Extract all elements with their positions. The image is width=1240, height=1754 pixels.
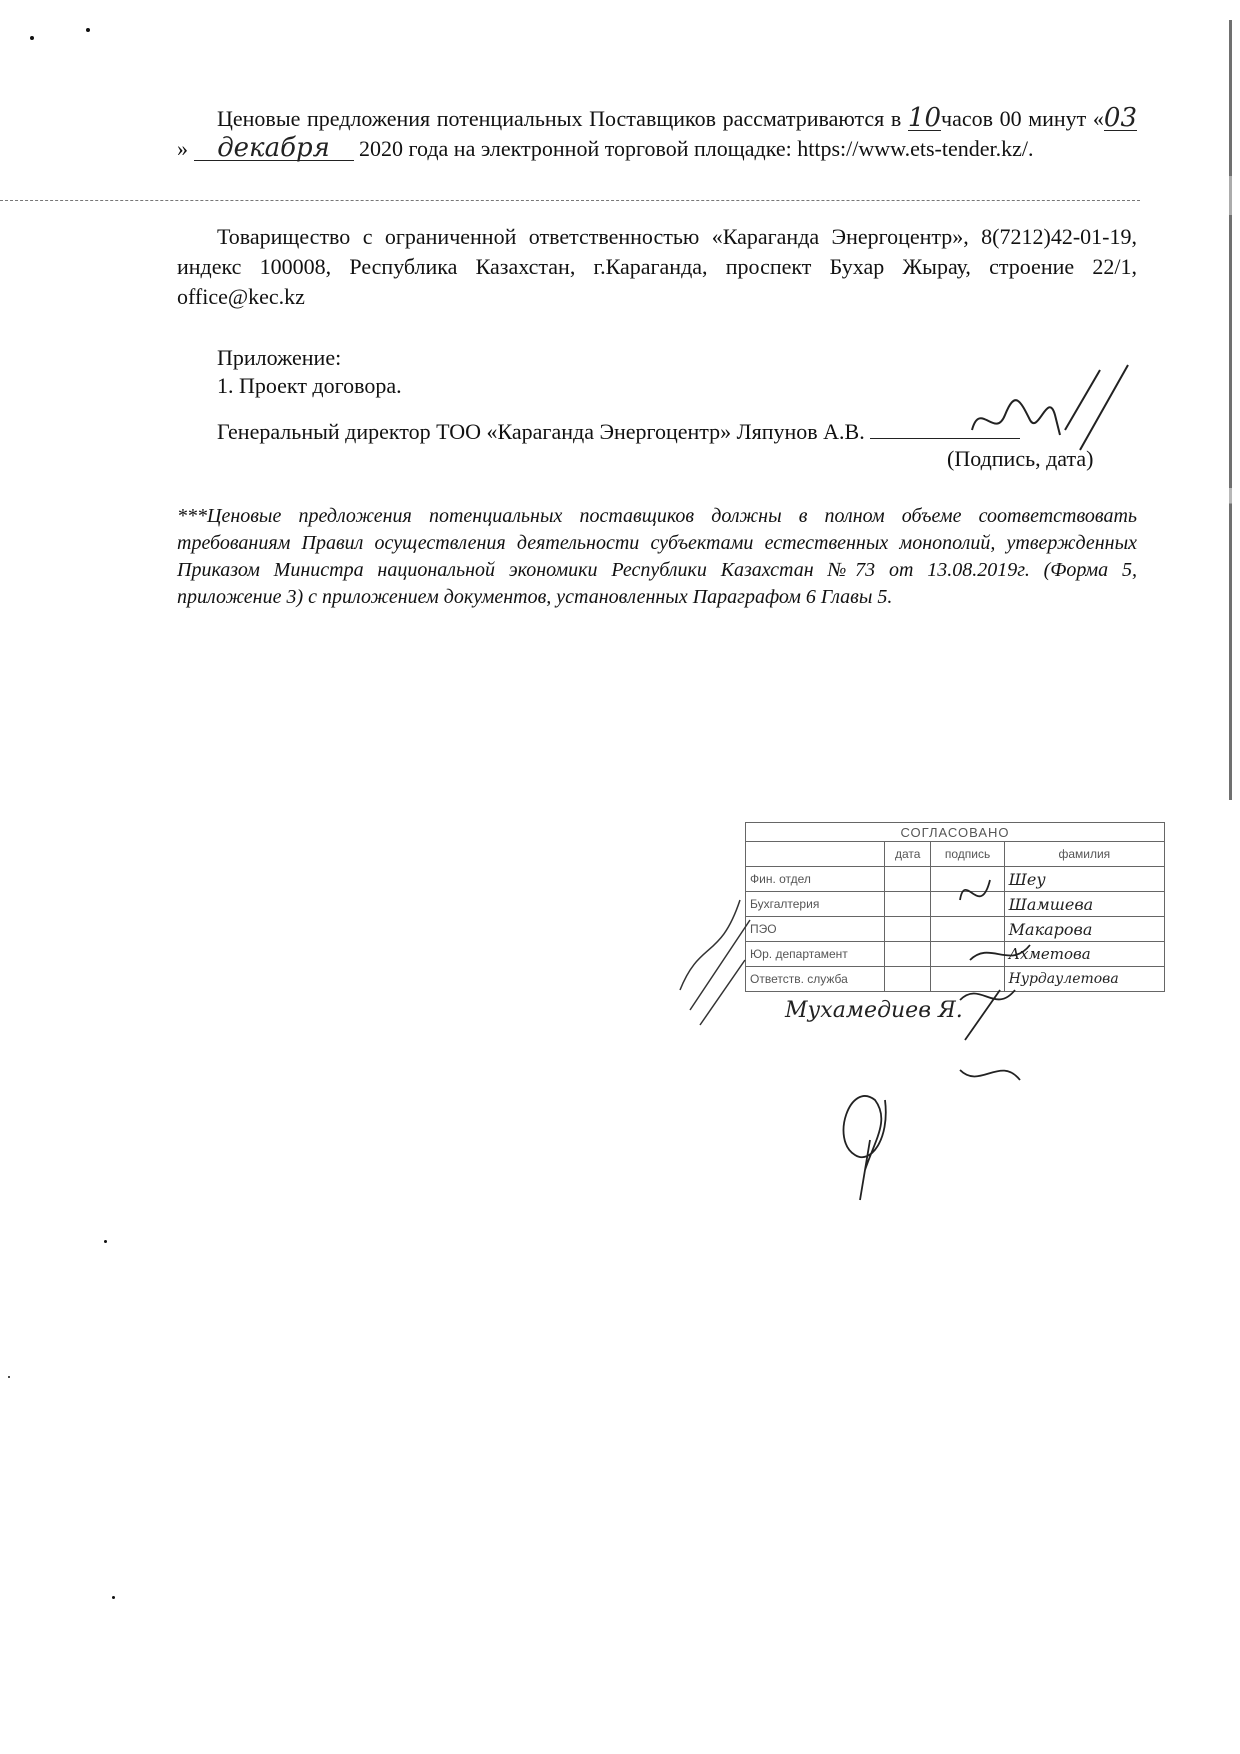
p1-text-c: минут «: [1028, 106, 1104, 131]
dashed-divider: [0, 200, 1140, 201]
requirements-note: ***Ценовые предложения потенциальных поставщиков должны в полном объеме соответствовать требованиям Правил осуществления деятельности субъектами естественных монополий, утвержденных Приказом Министра национальной экономики Республики Казахстан №73 от 13.08.2019г. (Форма 5, приложение 3) с приложением документов, установленных Параграфом 6 Главы 5.: [177, 505, 1137, 608]
appendix-title: Приложение:: [217, 345, 342, 370]
director-signature-scribble: [960, 360, 1140, 470]
appendix-item-1: 1. Проект договора.: [217, 373, 402, 398]
handwritten-day: 03: [1103, 103, 1137, 133]
director-signature-line: [217, 418, 1020, 446]
row-label: Фин. отдел: [746, 867, 885, 892]
p1-text-e: 2020 года на электронной торговой площадке:: [359, 136, 792, 161]
paragraph-company-details: [177, 222, 1137, 312]
handwritten-month: декабря: [194, 136, 354, 161]
row-name-hand: Шамшева: [1004, 892, 1164, 917]
handwritten-hour: 10: [907, 103, 941, 133]
col-date: дата: [885, 842, 931, 867]
scan-speck: [112, 1596, 115, 1599]
row-label: Юр. департамент: [746, 942, 885, 967]
paragraph-review-time: [177, 104, 1137, 164]
row-label: Ответств. служба: [746, 967, 885, 992]
tender-url: https://www.ets-tender.kz/.: [797, 136, 1034, 161]
stamp-title: СОГЛАСОВАНО: [746, 823, 1165, 842]
company-details-text: Товарищество с ограниченной ответственностью «Караганда Энергоцентр», 8(7212)42-01-19, индекс 100008, Республика Казахстан, г.Караганда, проспект Бухар Жырау, строение 22/1, office@kec.kz: [177, 224, 1137, 309]
p1-text-a: Ценовые предложения потенциальных Поставщиков рассматриваются в: [217, 106, 902, 131]
stamp-signatures-scribble: [660, 840, 1180, 1240]
row-name-hand: Нурдаулетова: [1004, 967, 1164, 992]
col-name: фамилия: [1004, 842, 1164, 867]
scan-speck: [30, 36, 34, 40]
p1-text-d: »: [177, 136, 188, 161]
director-text: Генеральный директор ТОО «Караганда Энергоцентр» Ляпунов А.В.: [217, 419, 865, 444]
scan-speck: [104, 1240, 107, 1243]
row-label: ПЭО: [746, 917, 885, 942]
scan-speck: [8, 1376, 10, 1378]
p1-text-b: часов 00: [941, 106, 1022, 131]
row-name-hand: Макарова: [1004, 917, 1164, 942]
col-sign: подпись: [931, 842, 1004, 867]
row-name-hand: Ахметова: [1004, 942, 1164, 967]
row-label: Бухгалтерия: [746, 892, 885, 917]
scan-speck: [86, 28, 90, 32]
row-name-hand: Шеу: [1004, 867, 1164, 892]
stamp-bottom-handwriting: Мухамедиев Я.: [785, 998, 963, 1023]
scan-edge-shadow: [1229, 20, 1232, 800]
signature-caption: (Подпись, дата): [947, 446, 1094, 471]
